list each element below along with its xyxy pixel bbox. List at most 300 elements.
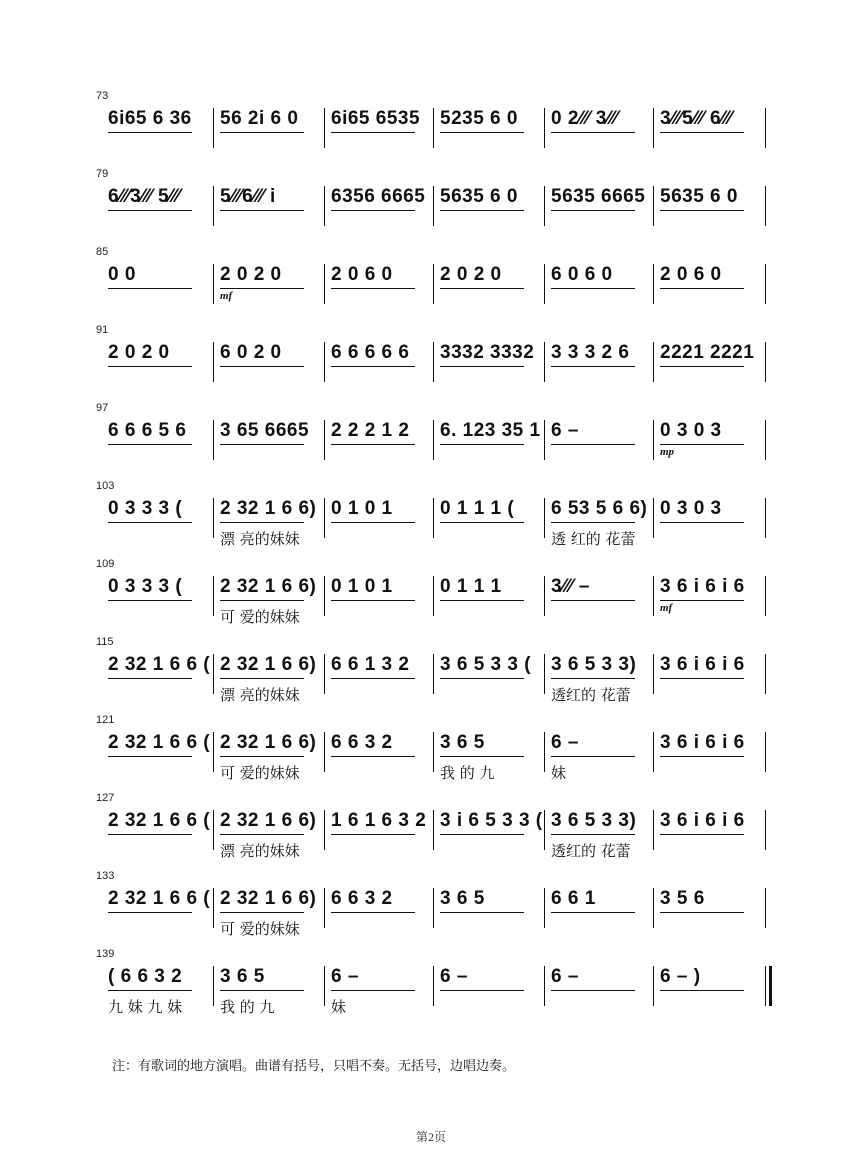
measure xyxy=(220,324,324,384)
barline xyxy=(324,732,325,772)
measure xyxy=(108,558,212,618)
barline xyxy=(213,810,214,850)
measure xyxy=(108,714,212,774)
barline xyxy=(213,966,214,1006)
beam-line xyxy=(220,288,304,289)
measure-notes: 0 3 3 3 ( xyxy=(108,498,183,519)
measure-notes: 2221 2221 xyxy=(660,342,755,363)
measure xyxy=(440,636,544,696)
measure xyxy=(331,168,435,228)
barline xyxy=(324,576,325,616)
beam-line xyxy=(551,834,635,835)
barline xyxy=(544,498,545,538)
score-system xyxy=(0,246,862,324)
measure xyxy=(440,792,544,852)
measure-notes: 2 0 6 0 xyxy=(660,264,722,285)
lyric-text: 透 红的 花蕾 xyxy=(551,530,636,548)
measure xyxy=(108,168,212,228)
barline xyxy=(544,966,545,1006)
score-system xyxy=(0,168,862,246)
beam-line xyxy=(551,210,635,211)
measure-notes: 3 6 5 3 3 ( xyxy=(440,654,532,675)
score-system xyxy=(0,480,862,558)
measure-notes: 6 6 3 2 xyxy=(331,732,393,753)
dynamic-marking: mp xyxy=(660,446,675,458)
barline xyxy=(544,576,545,616)
measure xyxy=(660,636,764,696)
measure xyxy=(440,558,544,618)
beam-line xyxy=(108,210,192,211)
beam-line xyxy=(108,522,192,523)
lyric-text: 我 的 九 xyxy=(440,764,495,782)
beam-line xyxy=(440,756,524,757)
beam-line xyxy=(331,366,415,367)
barline xyxy=(324,498,325,538)
score-system xyxy=(0,402,862,480)
measure-notes: 3 6 5 3 3) xyxy=(551,654,637,675)
beam-line xyxy=(108,756,192,757)
beam-line xyxy=(108,444,192,445)
measure xyxy=(551,402,655,462)
measure xyxy=(551,324,655,384)
beam-line xyxy=(220,990,304,991)
measure xyxy=(108,480,212,540)
measure xyxy=(220,168,324,228)
lyric-text: 透红的 花蕾 xyxy=(551,686,631,704)
measure xyxy=(220,870,324,938)
measure-notes: 0 1 1 1 xyxy=(440,576,502,597)
beam-line xyxy=(660,756,744,757)
measure-notes: 2 32 1 6 6 ( xyxy=(108,654,211,675)
beam-line xyxy=(108,288,192,289)
score-system xyxy=(0,558,862,636)
measure-notes: 6 6 3 2 xyxy=(331,888,393,909)
measure-notes: 2 32 1 6 6) xyxy=(220,732,317,753)
measure-notes: 6i65 6 36 xyxy=(108,108,192,129)
measure xyxy=(551,870,655,930)
measure-notes: 2 32 1 6 6 ( xyxy=(108,810,211,831)
beam-line xyxy=(108,366,192,367)
barline xyxy=(213,186,214,226)
beam-line xyxy=(660,990,744,991)
measure xyxy=(220,246,324,306)
lyric-text: 妹 xyxy=(331,998,347,1016)
measure-notes: 3 6 5 xyxy=(220,966,265,987)
measure xyxy=(220,714,324,782)
measure-notes: 0 3 0 3 xyxy=(660,420,722,441)
lyric-text: 漂 亮的妹妹 xyxy=(220,686,300,704)
beam-line xyxy=(331,444,415,445)
beam-line xyxy=(551,990,635,991)
measure-notes: 0 0 xyxy=(108,264,136,285)
measure xyxy=(551,714,655,782)
measure xyxy=(220,402,324,462)
barline xyxy=(213,498,214,538)
measure xyxy=(331,870,435,930)
barline xyxy=(544,810,545,850)
measure xyxy=(108,636,212,696)
measure-notes: 2 32 1 6 6 ( xyxy=(108,888,211,909)
beam-line xyxy=(440,288,524,289)
measure xyxy=(331,480,435,540)
barline xyxy=(324,888,325,928)
measure xyxy=(660,402,764,462)
measure xyxy=(220,480,324,548)
measure xyxy=(440,948,544,1008)
measure xyxy=(660,90,764,150)
measure-notes: 2 32 1 6 6 ( xyxy=(108,732,211,753)
measure-notes: 6 – xyxy=(331,966,359,987)
measure xyxy=(660,168,764,228)
beam-line xyxy=(108,912,192,913)
measure-notes: 2 32 1 6 6) xyxy=(220,498,317,519)
footnote: 注：有歌词的地方演唱。曲谱有括号，只唱不奏。无括号，边唱边奏。 xyxy=(112,1059,516,1074)
measure xyxy=(331,948,435,1016)
score-system xyxy=(0,90,862,168)
lyric-text: 可 爱的妹妹 xyxy=(220,920,300,938)
measure xyxy=(331,792,435,852)
measure-notes: 5635 6 0 xyxy=(660,186,738,207)
measure xyxy=(551,168,655,228)
measure-number: 91 xyxy=(96,324,109,336)
score-system xyxy=(0,714,862,792)
measure xyxy=(660,792,764,852)
measure-notes: 3 6 i 6 i 6 xyxy=(660,810,745,831)
barline xyxy=(544,420,545,460)
measure-notes: 0 3 3 3 ( xyxy=(108,576,183,597)
beam-line xyxy=(440,834,524,835)
beam-line xyxy=(220,912,304,913)
measure xyxy=(551,90,655,150)
beam-line xyxy=(660,132,744,133)
beam-line xyxy=(220,678,304,679)
beam-line xyxy=(220,366,304,367)
barline xyxy=(765,108,766,148)
measure xyxy=(331,714,435,774)
beam-line xyxy=(220,210,304,211)
beam-line xyxy=(551,444,635,445)
measure-notes: 6 6 6 6 6 xyxy=(331,342,410,363)
barline xyxy=(765,810,766,850)
barline xyxy=(765,420,766,460)
beam-line xyxy=(331,132,415,133)
measure xyxy=(331,402,435,462)
beam-line xyxy=(660,522,744,523)
beam-line xyxy=(440,366,524,367)
measure-notes: 6⁄⁄⁄3⁄⁄⁄ 5⁄⁄⁄ xyxy=(108,186,181,207)
barline xyxy=(765,342,766,382)
beam-line xyxy=(331,600,415,601)
beam-line xyxy=(331,210,415,211)
measure-number: 73 xyxy=(96,90,109,102)
beam-line xyxy=(660,366,744,367)
barline xyxy=(544,108,545,148)
barline xyxy=(544,732,545,772)
measure-notes: 3⁄⁄⁄ – xyxy=(551,576,590,597)
beam-line xyxy=(220,522,304,523)
measure xyxy=(551,246,655,306)
beam-line xyxy=(440,210,524,211)
measure xyxy=(108,246,212,306)
beam-line xyxy=(440,990,524,991)
barline xyxy=(213,576,214,616)
beam-line xyxy=(331,834,415,835)
measure-notes: 5635 6665 xyxy=(551,186,646,207)
measure-notes: 5635 6 0 xyxy=(440,186,518,207)
barline xyxy=(765,186,766,226)
measure xyxy=(220,792,324,860)
beam-line xyxy=(331,756,415,757)
measure-notes: 6i65 6535 xyxy=(331,108,421,129)
barline xyxy=(324,264,325,304)
measure-number: 97 xyxy=(96,402,109,414)
score-system xyxy=(0,792,862,870)
measure-notes: 2 2 2 1 2 xyxy=(331,420,410,441)
measure-number: 115 xyxy=(96,636,114,648)
barline xyxy=(544,186,545,226)
beam-line xyxy=(108,678,192,679)
measure-notes: 3 6 5 xyxy=(440,888,485,909)
score-system xyxy=(0,636,862,714)
measure xyxy=(440,324,544,384)
measure-notes: 3 6 i 6 i 6 xyxy=(660,576,745,597)
beam-line xyxy=(220,600,304,601)
lyric-text: 九 妹 九 妹 xyxy=(108,998,183,1016)
lyric-text: 我 的 九 xyxy=(220,998,275,1016)
measure xyxy=(660,714,764,774)
score-system xyxy=(0,870,862,948)
measure-notes: ( 6 6 3 2 xyxy=(108,966,183,987)
measure xyxy=(660,246,764,306)
score-system xyxy=(0,948,862,1026)
lyric-text: 漂 亮的妹妹 xyxy=(220,530,300,548)
measure-notes: 6 – ) xyxy=(660,966,701,987)
beam-line xyxy=(220,756,304,757)
measure-notes: 3 6 5 3 3) xyxy=(551,810,637,831)
beam-line xyxy=(440,132,524,133)
measure-notes: 3332 3332 xyxy=(440,342,535,363)
barline xyxy=(765,732,766,772)
lyric-text: 漂 亮的妹妹 xyxy=(220,842,300,860)
measure-number: 139 xyxy=(96,948,115,960)
barline xyxy=(213,654,214,694)
measure-notes: 6 6 1 3 2 xyxy=(331,654,410,675)
measure xyxy=(108,324,212,384)
beam-line xyxy=(551,132,635,133)
barline xyxy=(765,888,766,928)
measure xyxy=(220,636,324,704)
measure xyxy=(660,324,764,384)
measure-notes: 2 0 6 0 xyxy=(331,264,393,285)
beam-line xyxy=(220,444,304,445)
measure xyxy=(440,714,544,782)
measure-notes: 3 5 6 xyxy=(660,888,705,909)
beam-line xyxy=(440,678,524,679)
barline xyxy=(765,498,766,538)
barline xyxy=(324,108,325,148)
measure-notes: 3 3 3 2 6 xyxy=(551,342,630,363)
measure xyxy=(220,948,324,1016)
measure-notes: 3 6 i 6 i 6 xyxy=(660,654,745,675)
beam-line xyxy=(660,288,744,289)
measure xyxy=(660,480,764,540)
measure-notes: 6 0 6 0 xyxy=(551,264,613,285)
beam-line xyxy=(331,678,415,679)
measure xyxy=(220,558,324,626)
measure-notes: 2 0 2 0 xyxy=(108,342,170,363)
measure xyxy=(660,870,764,930)
measure-notes: 2 32 1 6 6) xyxy=(220,654,317,675)
beam-line xyxy=(108,132,192,133)
barline xyxy=(213,108,214,148)
measure xyxy=(108,402,212,462)
measure-notes: 6. 123 35 1 xyxy=(440,420,541,441)
measure-notes: 0 1 1 1 ( xyxy=(440,498,515,519)
barline xyxy=(324,654,325,694)
beam-line xyxy=(220,132,304,133)
measure-number: 127 xyxy=(96,792,115,804)
measure-notes: 6356 6665 xyxy=(331,186,426,207)
barline xyxy=(544,342,545,382)
beam-line xyxy=(108,600,192,601)
measure-notes: 6 – xyxy=(551,966,579,987)
measure xyxy=(551,480,655,548)
beam-line xyxy=(440,522,524,523)
measure xyxy=(331,558,435,618)
measure-notes: 6 53 5 6 6) xyxy=(551,498,648,519)
barline xyxy=(765,966,766,1006)
measure-notes: 5⁄⁄⁄6⁄⁄⁄ i xyxy=(220,186,276,207)
measure-number: 121 xyxy=(96,714,115,726)
beam-line xyxy=(440,444,524,445)
beam-line xyxy=(551,522,635,523)
measure xyxy=(551,558,655,618)
measure xyxy=(440,402,544,462)
beam-line xyxy=(551,366,635,367)
measure-notes: 6 6 1 xyxy=(551,888,596,909)
measure-number: 85 xyxy=(96,246,109,258)
barline xyxy=(213,420,214,460)
measure xyxy=(331,246,435,306)
measure-number: 133 xyxy=(96,870,115,882)
beam-line xyxy=(660,678,744,679)
measure-notes: 6 0 2 0 xyxy=(220,342,282,363)
barline xyxy=(324,342,325,382)
measure xyxy=(440,168,544,228)
measure xyxy=(660,948,764,1008)
measure xyxy=(331,324,435,384)
measure-notes: 2 0 2 0 xyxy=(440,264,502,285)
beam-line xyxy=(331,912,415,913)
score-system xyxy=(0,324,862,402)
barline xyxy=(213,888,214,928)
beam-line xyxy=(331,288,415,289)
beam-line xyxy=(220,834,304,835)
measure-notes: 2 32 1 6 6) xyxy=(220,888,317,909)
measure-notes: 1 6 1 6 3 2 xyxy=(331,810,427,831)
measure xyxy=(108,870,212,930)
beam-line xyxy=(440,912,524,913)
beam-line xyxy=(660,912,744,913)
beam-line xyxy=(551,288,635,289)
beam-line xyxy=(551,912,635,913)
barline xyxy=(765,654,766,694)
measure xyxy=(551,792,655,860)
barline xyxy=(544,264,545,304)
measure xyxy=(108,90,212,150)
measure-notes: 2 32 1 6 6) xyxy=(220,576,317,597)
beam-line xyxy=(551,678,635,679)
dynamic-marking: mf xyxy=(220,290,233,302)
measure-notes: 0 1 0 1 xyxy=(331,576,393,597)
barline xyxy=(324,966,325,1006)
beam-line xyxy=(440,600,524,601)
barline xyxy=(544,888,545,928)
beam-line xyxy=(551,756,635,757)
measure-notes: 3 6 i 6 i 6 xyxy=(660,732,745,753)
barline xyxy=(765,264,766,304)
measure xyxy=(440,246,544,306)
measure-number: 79 xyxy=(96,168,109,180)
measure xyxy=(440,480,544,540)
measure-notes: 3 i 6 5 3 3 ( xyxy=(440,810,543,831)
measure xyxy=(660,558,764,618)
measure xyxy=(331,636,435,696)
beam-line xyxy=(331,990,415,991)
beam-line xyxy=(108,990,192,991)
beam-line xyxy=(331,522,415,523)
measure-notes: 2 32 1 6 6) xyxy=(220,810,317,831)
measure xyxy=(440,90,544,150)
barline xyxy=(765,576,766,616)
beam-line xyxy=(108,834,192,835)
measure-notes: 0 2⁄⁄⁄ 3⁄⁄⁄ xyxy=(551,108,618,129)
barline xyxy=(324,810,325,850)
lyric-text: 可 爱的妹妹 xyxy=(220,764,300,782)
measure xyxy=(331,90,435,150)
measure-notes: 6 – xyxy=(440,966,468,987)
measure xyxy=(440,870,544,930)
measure-notes: 6 6 6 5 6 xyxy=(108,420,187,441)
beam-line xyxy=(660,834,744,835)
page-number: 第2页 xyxy=(415,1130,446,1144)
barline xyxy=(544,654,545,694)
lyric-text: 透红的 花蕾 xyxy=(551,842,631,860)
barline xyxy=(213,342,214,382)
lyric-text: 妹 xyxy=(551,764,567,782)
measure-notes: 2 0 2 0 xyxy=(220,264,282,285)
beam-line xyxy=(551,600,635,601)
barline xyxy=(324,186,325,226)
measure-notes: 0 3 0 3 xyxy=(660,498,722,519)
measure xyxy=(108,948,212,1016)
measure-notes: 3⁄⁄⁄5⁄⁄⁄ 6⁄⁄⁄ xyxy=(660,108,733,129)
measure xyxy=(551,948,655,1008)
dynamic-marking: mf xyxy=(660,602,673,614)
measure-number: 109 xyxy=(96,558,115,570)
measure xyxy=(108,792,212,852)
measure-notes: 3 6 5 xyxy=(440,732,485,753)
measure-notes: 5235 6 0 xyxy=(440,108,518,129)
measure-notes: 3 65 6665 xyxy=(220,420,310,441)
measure xyxy=(551,636,655,704)
beam-line xyxy=(660,210,744,211)
barline xyxy=(213,264,214,304)
barline xyxy=(213,732,214,772)
final-barline xyxy=(769,966,772,1006)
barline xyxy=(324,420,325,460)
lyric-text: 可 爱的妹妹 xyxy=(220,608,300,626)
